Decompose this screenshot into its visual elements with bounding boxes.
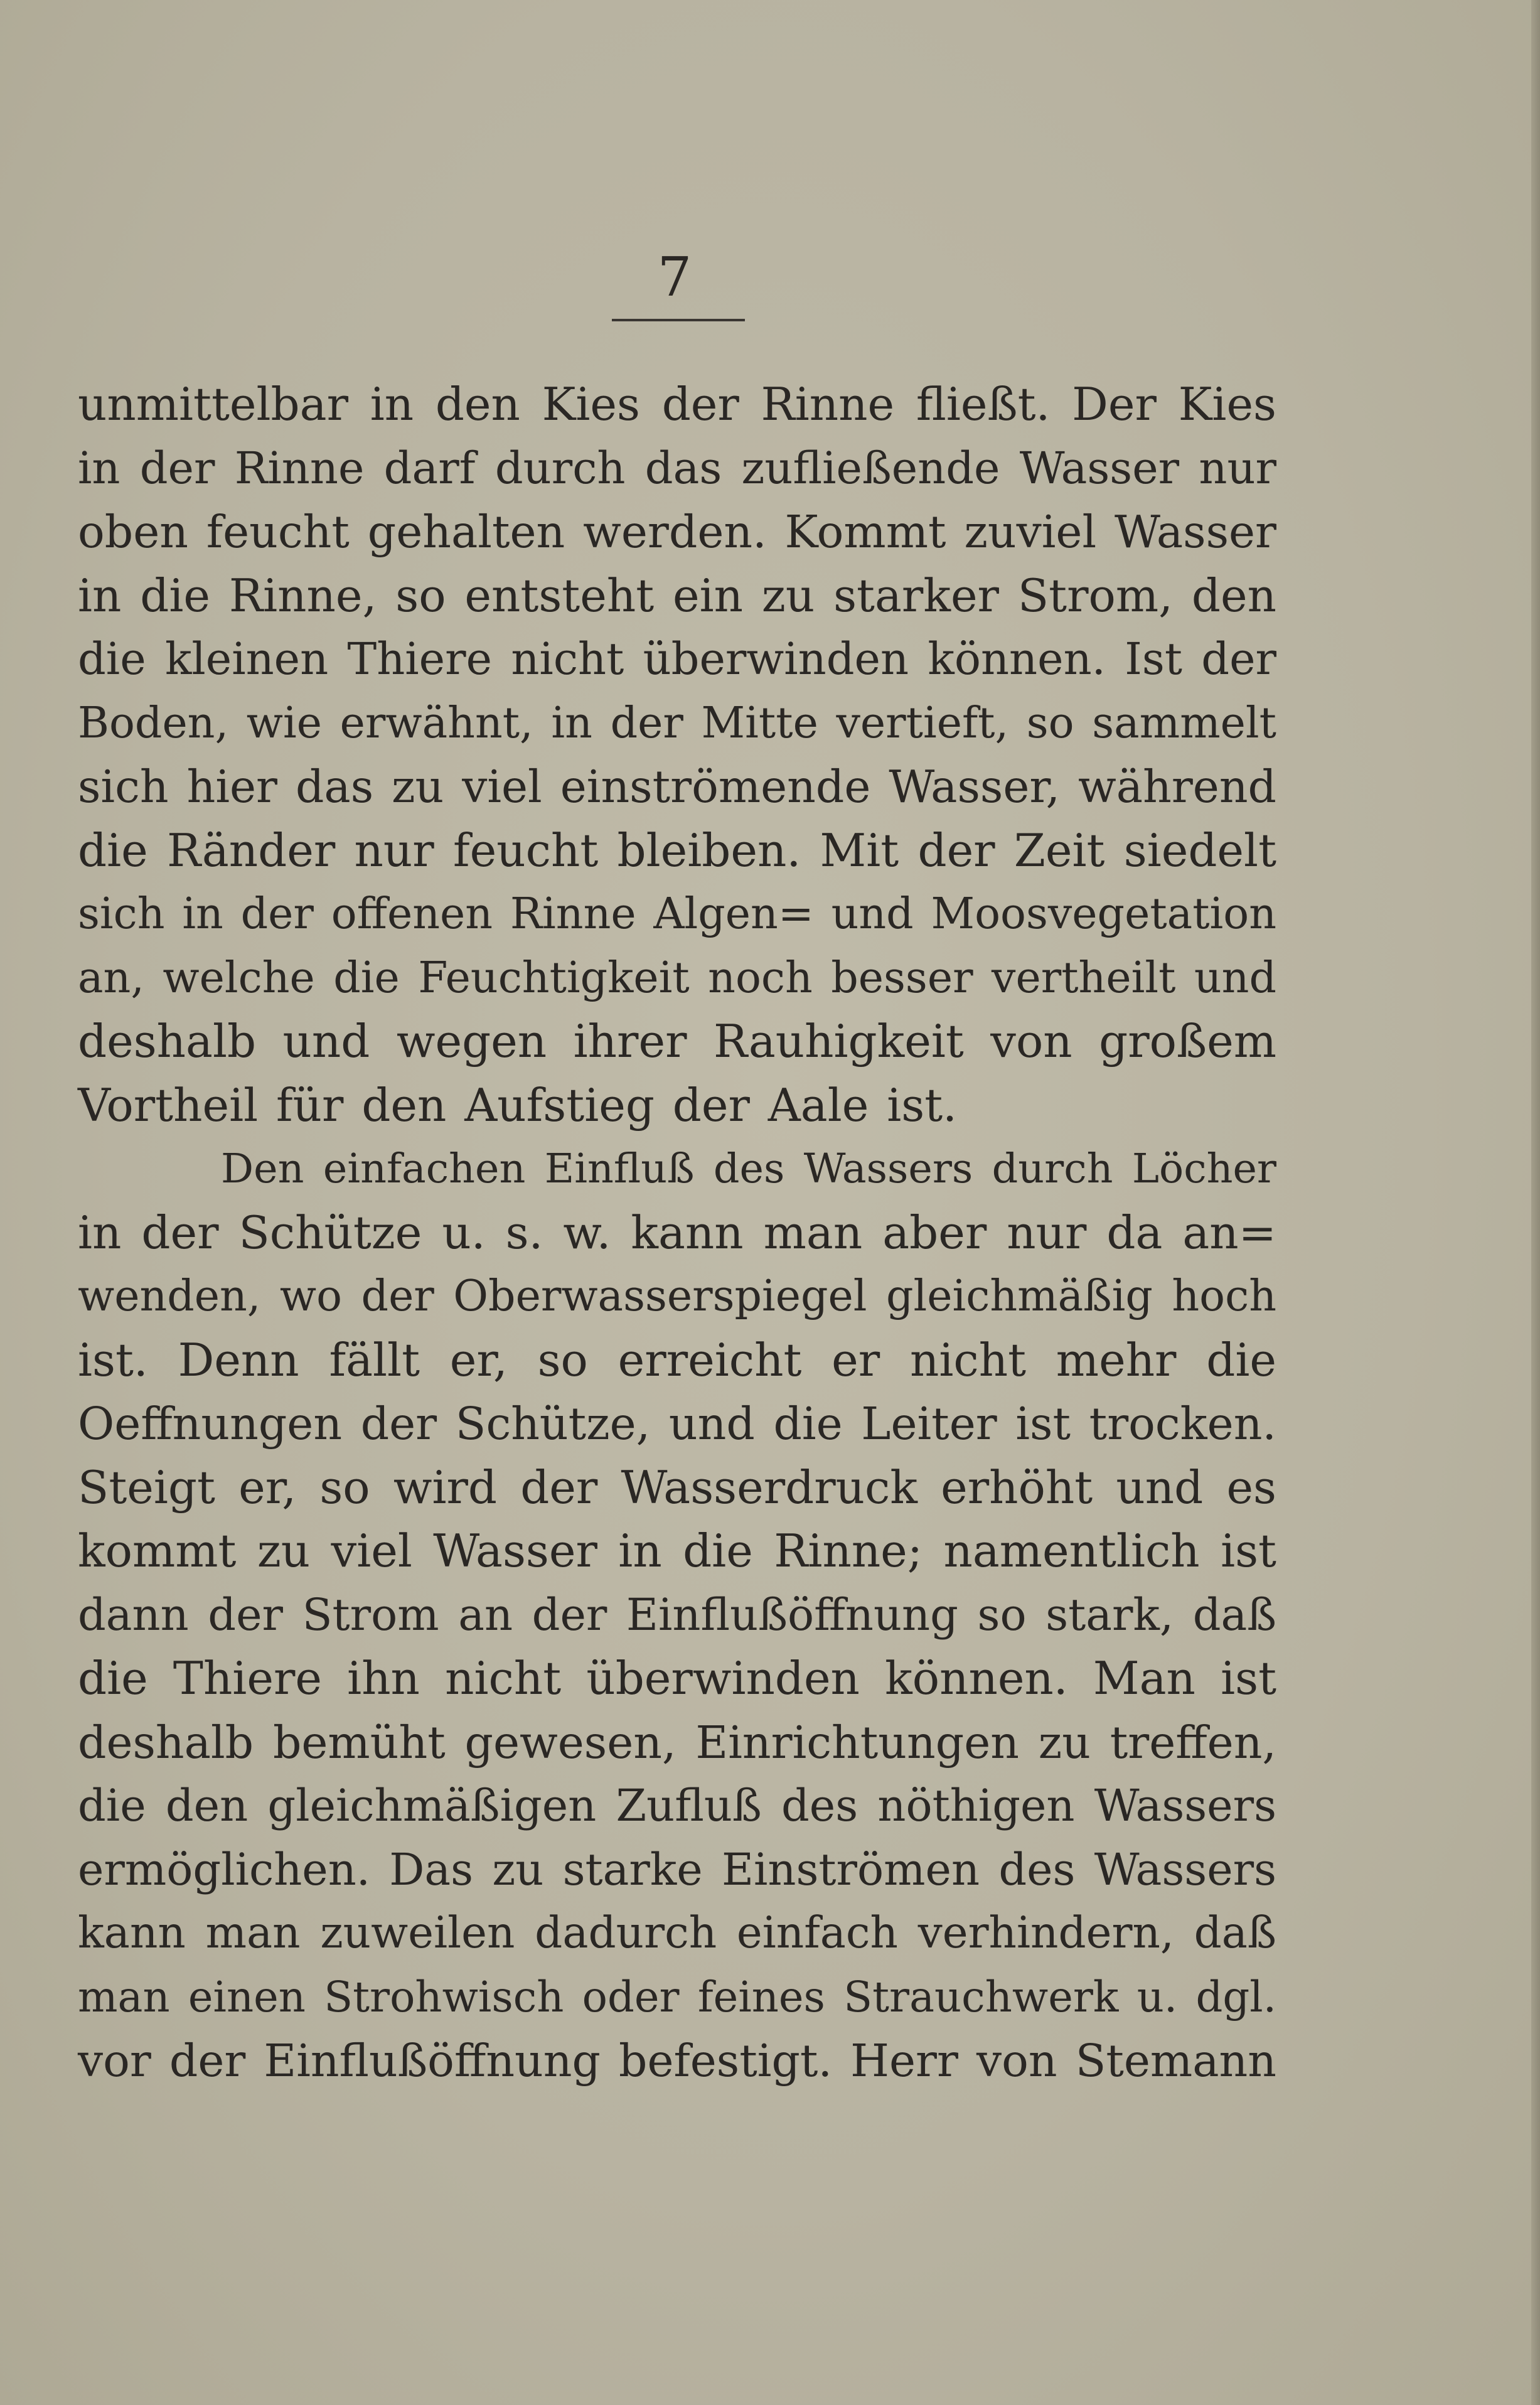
- text-line: sich hier das zu viel einströmende Wasser, während: [78, 761, 1276, 813]
- text-line-paragraph-start: Den einfachen Einfluß des Wassers durch Löcher: [221, 1145, 1276, 1192]
- text-line: dann der Strom an der Einflußöffnung so stark, daß: [78, 1588, 1276, 1641]
- text-line: sich in der offenen Rinne Algen= und Moosvegetation: [78, 889, 1276, 939]
- page-number-rule: [612, 319, 745, 321]
- text-line: deshalb und wegen ihrer Rauhigkeit von großem: [78, 1015, 1276, 1068]
- text-line: die den gleichmäßigen Zufluß des nöthigen Wassers: [78, 1780, 1276, 1831]
- page-number: 7: [657, 246, 692, 309]
- text-line: in der Schütze u. s. w. kann man aber nur da an=: [78, 1206, 1276, 1259]
- text-line: kann man zuweilen dadurch einfach verhindern, daß: [78, 1908, 1276, 1958]
- text-line: wenden, wo der Oberwasserspiegel gleichmäßig hoch: [78, 1272, 1276, 1321]
- text-line: die Thiere ihn nicht überwinden können. Man ist: [78, 1652, 1276, 1705]
- body-text: [78, 373, 1276, 2093]
- text-line: man einen Strohwisch oder feines Strauchwerk u. dgl.: [78, 1972, 1276, 2022]
- text-line: in der Rinne darf durch das zufließende Wasser nur: [78, 442, 1276, 494]
- text-line: unmittelbar in den Kies der Rinne fließt. Der Kies: [78, 378, 1276, 431]
- text-line: an, welche die Feuchtigkeit noch besser vertheilt und: [78, 953, 1276, 1003]
- text-line: vor der Einflußöffnung befestigt. Herr von Stemann: [78, 2035, 1276, 2087]
- text-line: deshalb bemüht gewesen, Einrichtungen zu treffen,: [78, 1716, 1276, 1769]
- text-line: oben feucht gehalten werden. Kommt zuviel Wasser: [78, 506, 1276, 558]
- text-line: kommt zu viel Wasser in die Rinne; namentlich ist: [78, 1524, 1276, 1577]
- text-line: Boden, wie erwähnt, in der Mitte vertieft, so sammelt: [78, 698, 1276, 748]
- text-line: die kleinen Thiere nicht überwinden können. Ist der: [78, 633, 1276, 685]
- text-line: Oeffnungen der Schütze, und die Leiter ist trocken.: [78, 1398, 1276, 1450]
- text-line-paragraph-end: Vortheil für den Aufstieg der Aale ist.: [78, 1078, 958, 1132]
- text-line: ermöglichen. Das zu starke Einströmen des Wassers: [78, 1843, 1276, 1895]
- text-line: in die Rinne, so entsteht ein zu starker Strom, den: [78, 569, 1276, 622]
- text-line: die Ränder nur feucht bleiben. Mit der Zeit siedelt: [78, 823, 1276, 877]
- page-edge: [1531, 0, 1540, 2405]
- text-line: ist. Denn fällt er, so erreicht er nicht mehr die: [78, 1333, 1276, 1386]
- text-line: Steigt er, so wird der Wasserdruck erhöht und es: [78, 1460, 1276, 1514]
